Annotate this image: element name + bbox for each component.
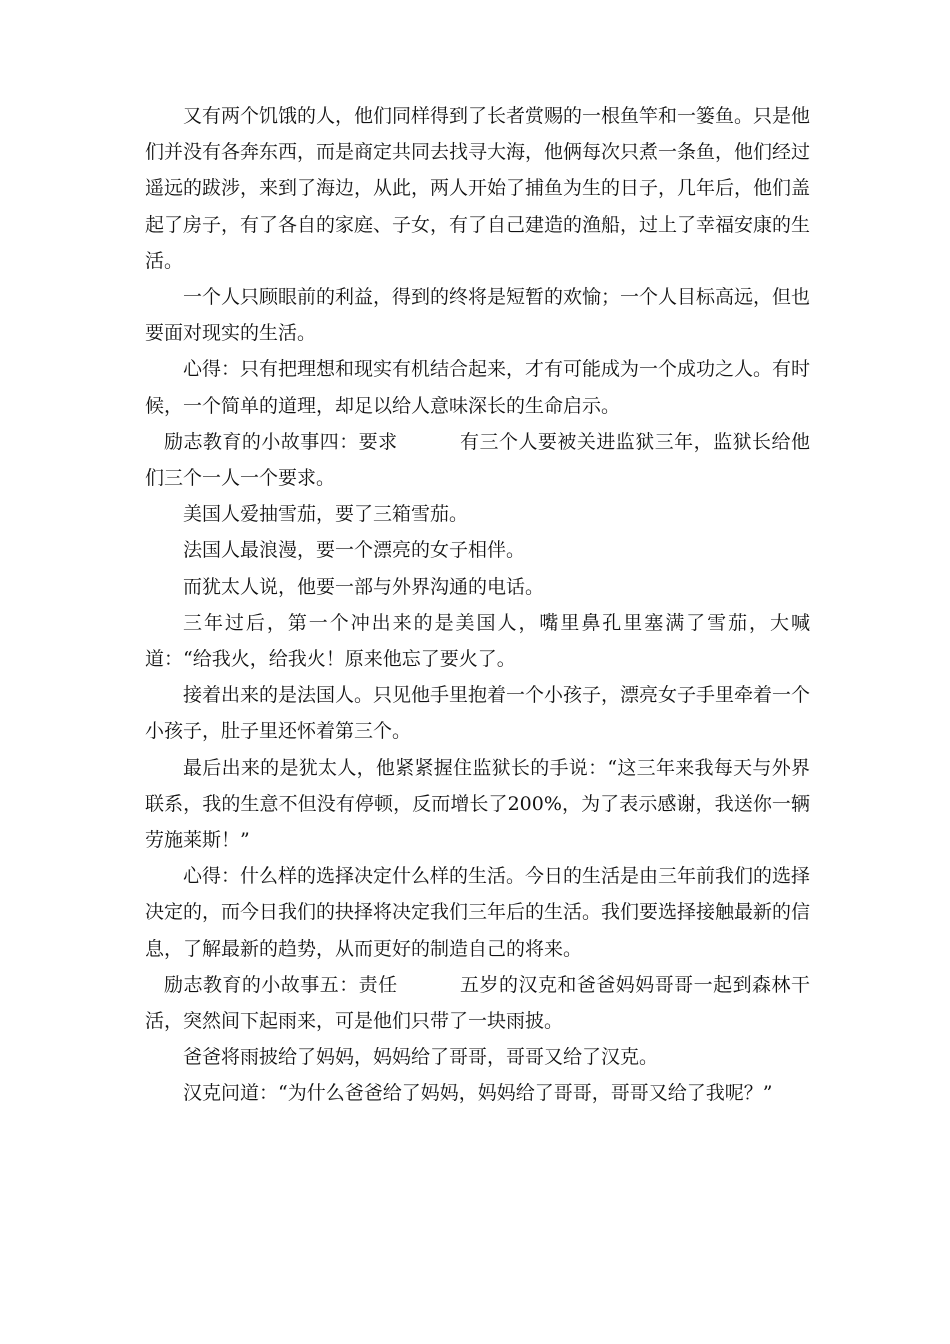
story4-paragraph-insight: 心得：什么样的选择决定什么样的生活。今日的生活是由三年前我们的选择决定的，而今日我们的抉择将决定我们三年后的生活。我们要选择接触最新的信息，了解最新的趋势，从而更好的制造自己的将来。	[145, 865, 811, 960]
paragraph-fishermen-story: 又有两个饥饿的人，他们同样得到了长者赏赐的一根鱼竿和一篓鱼。只是他们并没有各奔东西，而是商定共同去找寻大海，他俩每次只煮一条鱼，他们经过遥远的跋涉，来到了海边，从此，两人开始了捕鱼为生的日子，几年后，他们盖起了房子，有了各自的家庭、子女，有了自己建造的渔船，过上了幸福安康的生活。	[145, 105, 811, 272]
story5-heading: 励志教育的小故事五：责任	[164, 973, 398, 996]
story4-paragraph-jewish: 而犹太人说，他要一部与外界沟通的电话。	[183, 575, 545, 598]
story4-paragraph-french: 法国人最浪漫，要一个漂亮的女子相伴。	[183, 539, 526, 562]
paragraph-insight-1: 心得：只有把理想和现实有机结合起来，才有可能成为一个成功之人。有时候，一个简单的道理，却足以给人意味深长的生命启示。	[145, 358, 811, 417]
story4-paragraph-jewish-outcome: 最后出来的是犹太人，他紧紧握住监狱长的手说：“这三年来我每天与外界联系，我的生意不但没有停顿，反而增长了200%，为了表示感谢，我送你一辆劳施莱斯！”	[145, 756, 810, 852]
story4-heading: 励志教育的小故事四：要求	[164, 430, 398, 453]
story4-intro: 有三个人要被关进监狱三年，监狱长给他们三个一人一个要求。	[145, 430, 810, 490]
story5-paragraph-raincoat: 爸爸将雨披给了妈妈，妈妈给了哥哥，哥哥又给了汉克。	[183, 1046, 659, 1069]
story4-heading-paragraph	[145, 424, 810, 496]
story5-intro: 五岁的汉克和爸爸妈妈哥哥一起到森林干活，突然间下起雨来，可是他们只带了一块雨披。	[145, 973, 810, 1033]
story4-paragraph-french-outcome: 接着出来的是法国人。只见他手里抱着一个小孩子，漂亮女子手里牵着一个小孩子，肚子里还怀着第三个。	[145, 684, 811, 743]
story5-heading-paragraph	[145, 967, 810, 1039]
story4-paragraph-american: 美国人爱抽雪茄，要了三箱雪茄。	[183, 503, 469, 526]
paragraph-lesson: 一个人只顾眼前的利益，得到的终将是短暂的欢愉；一个人目标高远，但也要面对现实的生活。	[145, 286, 811, 345]
story5-paragraph-question: 汉克问道：“为什么爸爸给了妈妈，妈妈给了哥哥，哥哥又给了我呢？”	[183, 1082, 773, 1105]
story4-paragraph-three-years-later: 三年过后，第一个冲出来的是美国人，嘴里鼻孔里塞满了雪茄，大喊道：“给我火，给我火！原来他忘了要火了。	[145, 611, 810, 671]
document-body	[145, 98, 810, 1112]
